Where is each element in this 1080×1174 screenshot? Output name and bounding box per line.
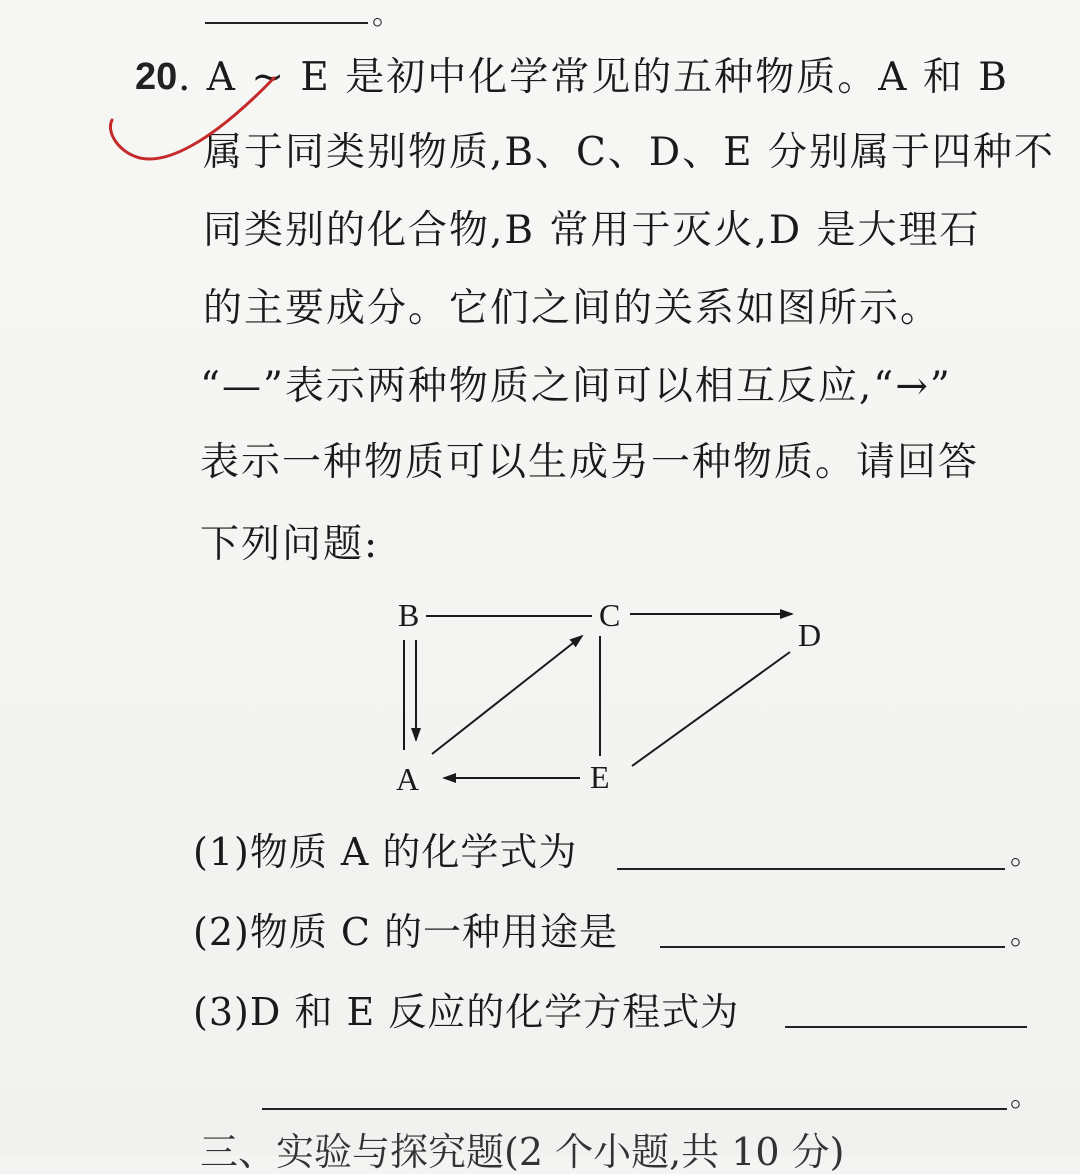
node-e-label: E [590, 759, 610, 795]
sub-question-1: (1)物质 A 的化学式为 [193, 830, 578, 874]
edge-d-e [632, 652, 790, 766]
answer-blank-1[interactable] [617, 868, 1005, 870]
sub-question-2: (2)物质 C 的一种用途是 [193, 910, 619, 954]
answer-period-3: 。 [1010, 1079, 1040, 1114]
question-stem-line-4: 的主要成分。它们之间的关系如图所示。 [203, 286, 942, 331]
node-c-label: C [599, 597, 621, 633]
answer-period-2: 。 [1010, 917, 1040, 952]
relationship-diagram [370, 590, 850, 810]
answer-blank-3b[interactable] [262, 1108, 1007, 1110]
question-stem-line-2: 属于同类别物质,B、C、D、E 分别属于四种不 [203, 130, 1056, 175]
node-a-label: A [396, 761, 420, 797]
red-check-mark-icon [100, 70, 290, 180]
question-stem-line-6: 表示一种物质可以生成另一种物质。请回答 [200, 440, 980, 485]
question-stem-line-1: . A ~ E 是初中化学常见的五种物质。A 和 B [178, 55, 1009, 100]
answer-period-1: 。 [1010, 837, 1040, 872]
question-number: 20 [135, 56, 178, 98]
sub-question-3: (3)D 和 E 反应的化学方程式为 [193, 990, 740, 1034]
question-stem-line-3: 同类别的化合物,B 常用于灭火,D 是大理石 [203, 208, 981, 253]
question-stem-line-5: “—”表示两种物质之间可以相互反应,“→” [200, 364, 952, 409]
edge-a-to-c [432, 636, 582, 754]
previous-answer-period: 。 [372, 0, 402, 32]
answer-blank-2[interactable] [660, 946, 1005, 948]
node-b-label: B [398, 597, 420, 633]
question-stem-line-7: 下列问题: [200, 522, 380, 567]
next-section-heading-cut-off: 三、实验与探究题(2 个小题,共 10 分) [200, 1130, 845, 1174]
answer-blank-3a[interactable] [785, 1026, 1027, 1028]
node-d-label: D [798, 617, 822, 653]
previous-answer-blank[interactable] [205, 22, 368, 24]
